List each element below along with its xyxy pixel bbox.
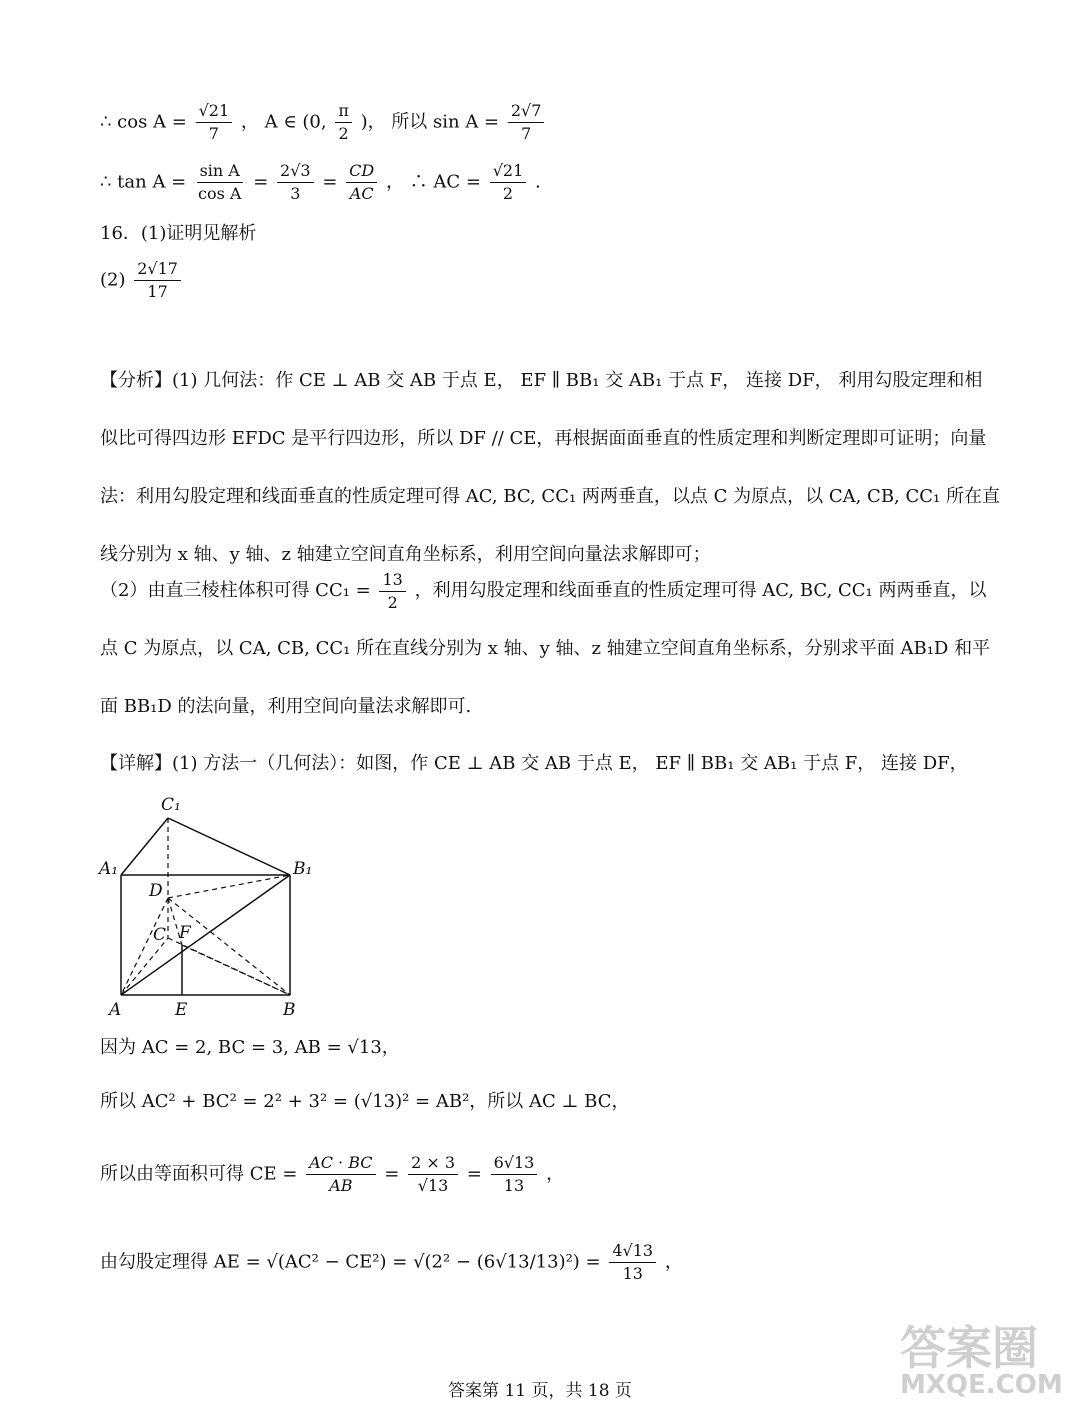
tan-a-line: ∴ tan A = $\frac{\text{sin A}}{\text{cos A}}$ = $\frac{2√3}{3}$ = $\frac{CD}{AC}$ ， ∴ AC = $\frac{√21}{2}$ . — [100, 161, 541, 203]
label-f: F — [179, 923, 191, 943]
watermark-url: MXQE.COM — [900, 1370, 1063, 1400]
analysis-part1: 【分析】(1) 几何法：作 CE ⊥ AB 交 AB 于点 E， EF ∥ BB₁ 交 AB₁ 于点 F， 连接 DF， 利用勾股定理和相似比可得四边形 EFDC 是平行四边形，所以 DF // CE，再根据面面垂直的性质定理和判断定理即可证明；向量法：利用勾股定理和线面垂直的性质定理可得 AC, BC, CC₁ 两两垂直，以点 C 为原点，以 CA, CB, CC₁ 所在直线分别为 x 轴、y 轴、z 轴建立空间直角坐标系，利用空间向量法求解即可； — [100, 370, 1000, 565]
page-footer: 答案第 11 页，共 18 页 — [448, 1381, 632, 1401]
label-e: E — [175, 1000, 188, 1020]
edge-d-b1 — [168, 875, 290, 898]
label-d: D — [149, 881, 163, 901]
label-b: B — [283, 1000, 296, 1020]
analysis-part2: （2）由直三棱柱体积可得 CC₁ = $\frac{13}{2}$ ，利用勾股定理和线面垂直的性质定理可得 AC, BC, CC₁ 两两垂直，以点 C 为原点，以 CA, CB, CC₁ 所在直线分别为 x 轴、y 轴、z 轴建立空间直角坐标系，分别求平面 AB₁D 和平面 BB₁D 的法向量，利用空间向量法求解即可. — [100, 569, 991, 717]
detail-step4: 由勾股定理得 AE = √(AC² − CE²) = √(2² − (6√13/13)²) = $\frac{4√13}{13}$ ， — [100, 1241, 683, 1283]
detail-intro: 【详解】(1) 方法一（几何法）：如图，作 CE ⊥ AB 交 AB 于点 E， EF ∥ BB₁ 交 AB₁ 于点 F， 连接 DF， — [100, 753, 968, 774]
q16-part1: 16．(1)证明见解析 — [100, 223, 257, 244]
label-c: C — [153, 925, 167, 945]
prism-figure — [95, 790, 335, 1025]
label-b1: B₁ — [293, 859, 313, 879]
edge-c1-b1 — [168, 818, 290, 875]
cos-a-line: ∴ cos A = $\frac{√21}{7}$ ， A ∈ (0, $\frac{\pi}{2}$ )， 所以 sin A = $\frac{2√7}{7}$ — [100, 100, 547, 145]
edge-a-b1 — [121, 875, 290, 995]
edge-d-a — [121, 898, 168, 995]
detail-step1: 因为 AC = 2, BC = 3, AB = √13， — [100, 1037, 400, 1058]
detail-step3: 所以由等面积可得 CE = $\frac{AC \cdot BC}{AB}$ = $\frac{2 \times 3}{√13}$ = $\frac{6√13}{13}$ ， — [100, 1153, 565, 1195]
q16-part2: (2) $\frac{2√17}{17}$ — [100, 258, 184, 303]
edge-a1-c1 — [121, 818, 168, 875]
label-c1: C₁ — [161, 795, 181, 815]
detail-step2: 所以 AC² + BC² = 2² + 3² = (√13)² = AB²，所以 AC ⊥ BC， — [100, 1091, 630, 1112]
label-a1: A₁ — [99, 859, 119, 879]
watermark-logo: 答案圈 — [900, 1321, 1038, 1375]
label-a: A — [109, 1000, 122, 1020]
